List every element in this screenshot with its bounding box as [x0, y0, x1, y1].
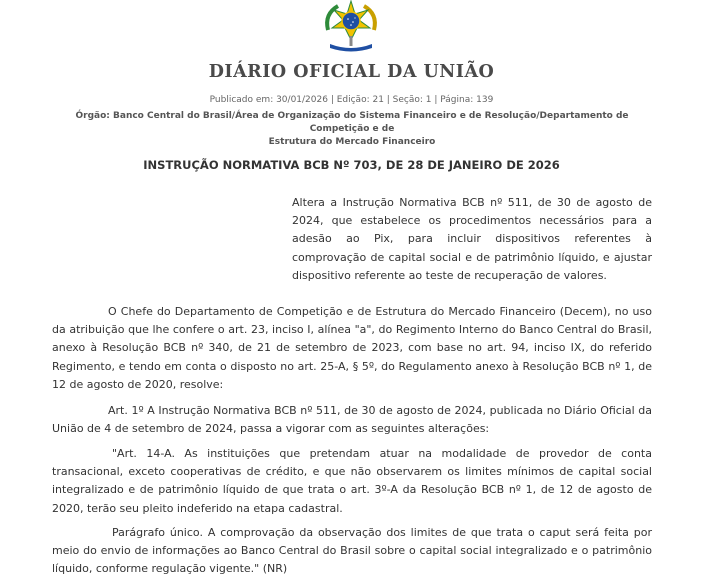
issuing-body: [56, 110, 648, 149]
document-title: INSTRUÇÃO NORMATIVA BCB Nº 703, DE 28 DE JANEIRO DE 2026: [143, 158, 560, 172]
publication-meta: Publicado em: 30/01/2026 | Edição: 21 | Seção: 1 | Página: 139: [209, 95, 494, 105]
issuing-body-line-1: Órgão: Banco Central do Brasil/Área de Organização do Sistema Financeiro e de Resolução/Departamento de Competição e de: [75, 111, 629, 134]
brazil-coat-of-arms-icon: [318, 0, 384, 52]
masthead: DIÁRIO OFICIAL DA UNIÃO: [208, 62, 495, 82]
paragraph-preamble: O Chefe do Departamento de Competição e de Estrutura do Mercado Financeiro (Decem), no uso da atribuição que lhe confere o art. 23, inciso I, alínea "a", do Regimento Interno do Banco Central do Brasil, anexo à Resolução BCB nº 340, de 21 de setembro de 2023, com base no art. 94, inciso IX, do referido Regimento, e tendo em conta o disposto no art. 25-A, § 5º, do Regulamento anexo à Resolução BCB nº 1, de 12 de agosto de 2020, resolve:: [52, 305, 652, 391]
paragraph-sole-paragraph: Parágrafo único. A comprovação da observação dos limites de que trata o caput será feita por meio do envio de informações ao Banco Central do Brasil sobre o capital social integralizado e o patrimônio líquido, conforme regulação vigente." (NR): [52, 526, 652, 576]
paragraph-article-14a: "Art. 14-A. As instituições que pretendam atuar na modalidade de provedor de conta transacional, exceto cooperativas de crédito, e que não observarem os limites mínimos de capital social integralizado e de patrimônio líquido de que trata o art. 3º-A da Resolução BCB nº 1, de 12 de agosto de 2020, terão seu pleito indeferido na etapa cadastral.: [52, 447, 652, 515]
ementa: Altera a Instrução Normativa BCB nº 511, de 30 de agosto de 2024, que estabelece os procedimentos necessários para a adesão ao Pix, para incluir dispositivos referentes à comprovação de capital social e de patrimônio líquido, e ajustar dispositivo referente ao teste de recuperação de valores.: [292, 196, 652, 282]
issuing-body-line-2: Estrutura do Mercado Financeiro: [268, 137, 436, 147]
paragraph-article-1: Art. 1º A Instrução Normativa BCB nº 511, de 30 de agosto de 2024, publicada no Diário Oficial da União de 4 de setembro de 2024, passa a vigorar com as seguintes alterações:: [52, 404, 652, 436]
